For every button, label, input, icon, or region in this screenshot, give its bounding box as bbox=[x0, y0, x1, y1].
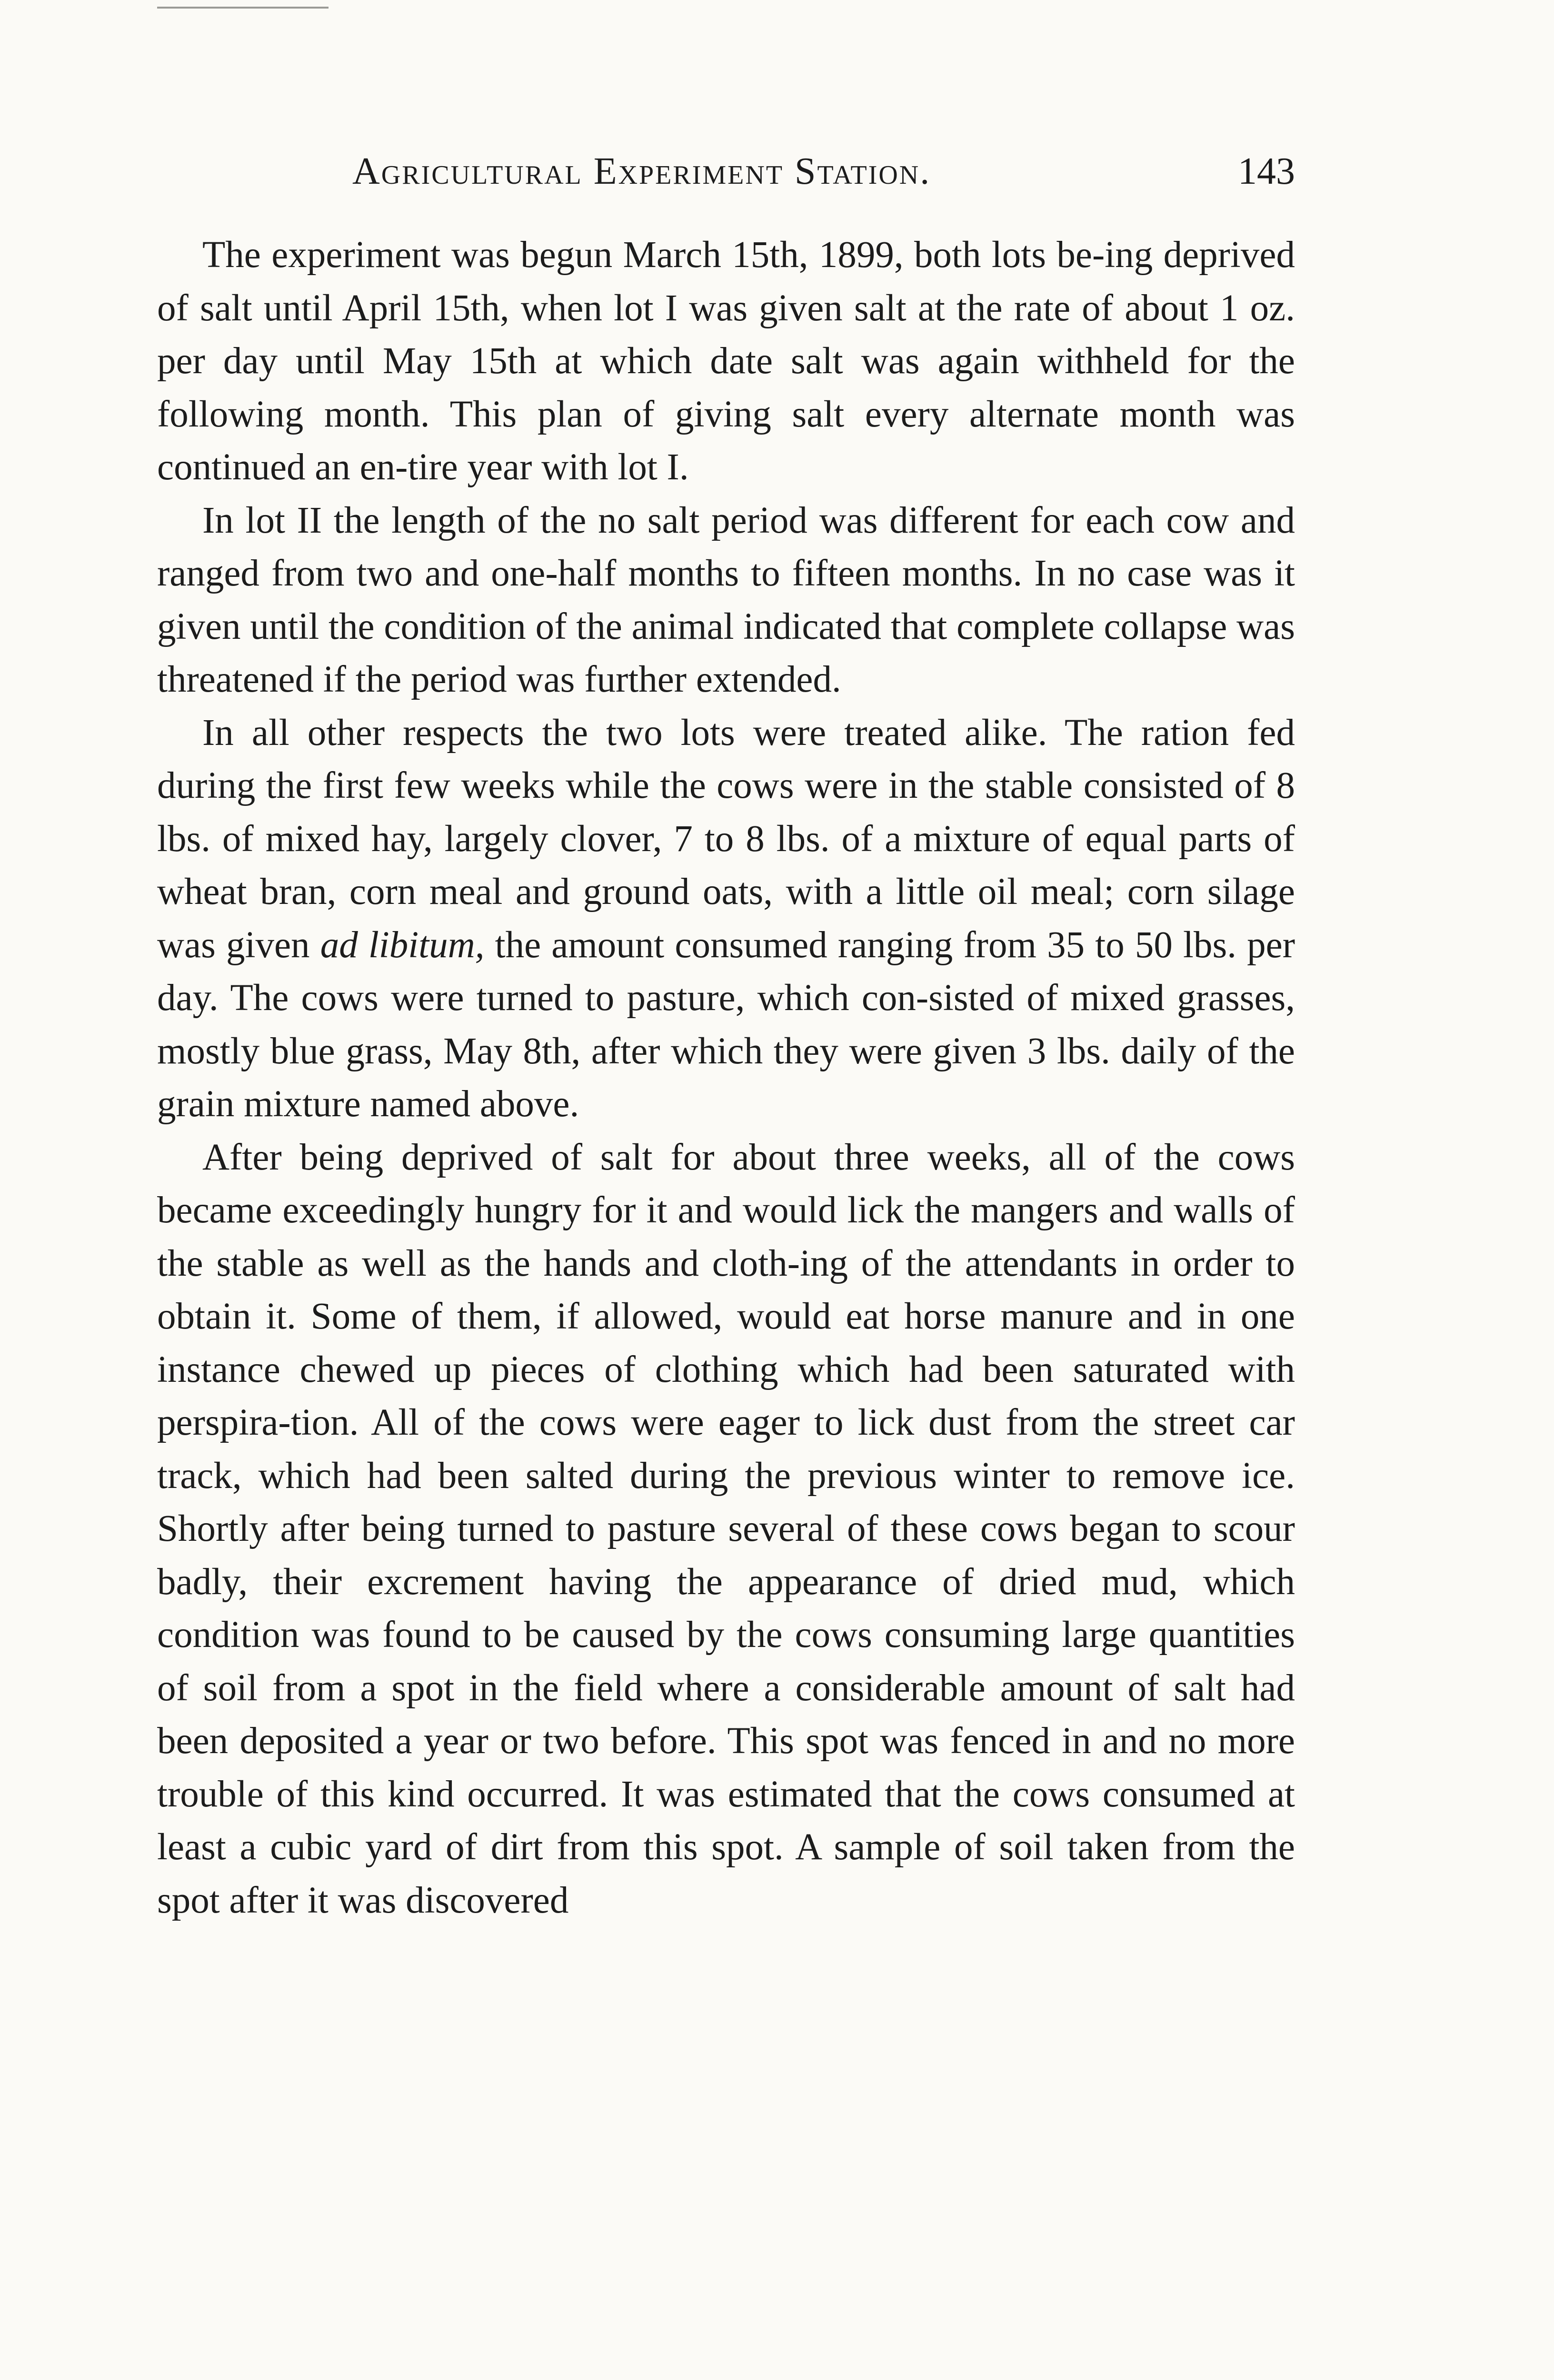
paragraph-1: The experiment was begun March 15th, 1899, both lots be-ing deprived of salt until April 15th, when lot I was given salt at the rate of about 1 oz. per day until May 15th at which date salt was again withheld for the following month. This plan of giving salt every alternate month was continued an en-tire year with lot I. bbox=[157, 234, 1295, 488]
latin-phrase: ad libitum, bbox=[320, 924, 485, 966]
page-number: 143 bbox=[1238, 150, 1295, 192]
paragraph-4: After being deprived of salt for about three weeks, all of the cows became exceedingly hungry for it and would lick the mangers and walls of the stable as well as the hands and cloth-ing of the attendants in order to obtain it. Some of them, if allowed, would eat horse manure and in one instance chewed up pieces of clothing which had been saturated with perspira-tion. All of the cows were eager to lick dust from the street car track, which had been salted during the previous winter to remove ice. Shortly after being turned to pasture several of these cows began to scour badly, their excrement having the appearance of dried mud, which condition was found to be caused by the cows consuming large quantities of soil from a spot in the field where a considerable amount of salt had been deposited a year or two before. This spot was fenced in and no more trouble of this kind occurred. It was estimated that the cows consumed at least a cubic yard of dirt from this spot. A sample of soil taken from the spot after it was discovered bbox=[157, 1136, 1295, 1921]
body-text bbox=[157, 228, 1295, 1927]
paragraph-3: In all other respects the two lots were treated alike. The ration fed during the first few weeks while the cows were in the stable consisted of 8 lbs. of mixed hay, largely clover, 7 to 8 lbs. of a mixture of equal parts of wheat bran, corn meal and ground oats, with a little oil meal; corn silage was given ad libitum, the amount consumed ranging from 35 to 50 lbs. per day. The cows were turned to pasture, which con-sisted of mixed grasses, mostly blue grass, May 8th, after which they were given 3 lbs. daily of the grain mixture named above. bbox=[157, 712, 1295, 1125]
top-edge-rule bbox=[157, 7, 329, 9]
running-head: Agricultural Experiment Station. bbox=[352, 150, 931, 192]
page-header bbox=[157, 143, 1295, 200]
paragraph-2: In lot II the length of the no salt period was different for each cow and ranged from two and one-half months to fifteen months. In no case was it given until the condition of the animal indicated that complete collapse was threatened if the period was further extended. bbox=[157, 499, 1295, 700]
book-page bbox=[157, 0, 1295, 2380]
